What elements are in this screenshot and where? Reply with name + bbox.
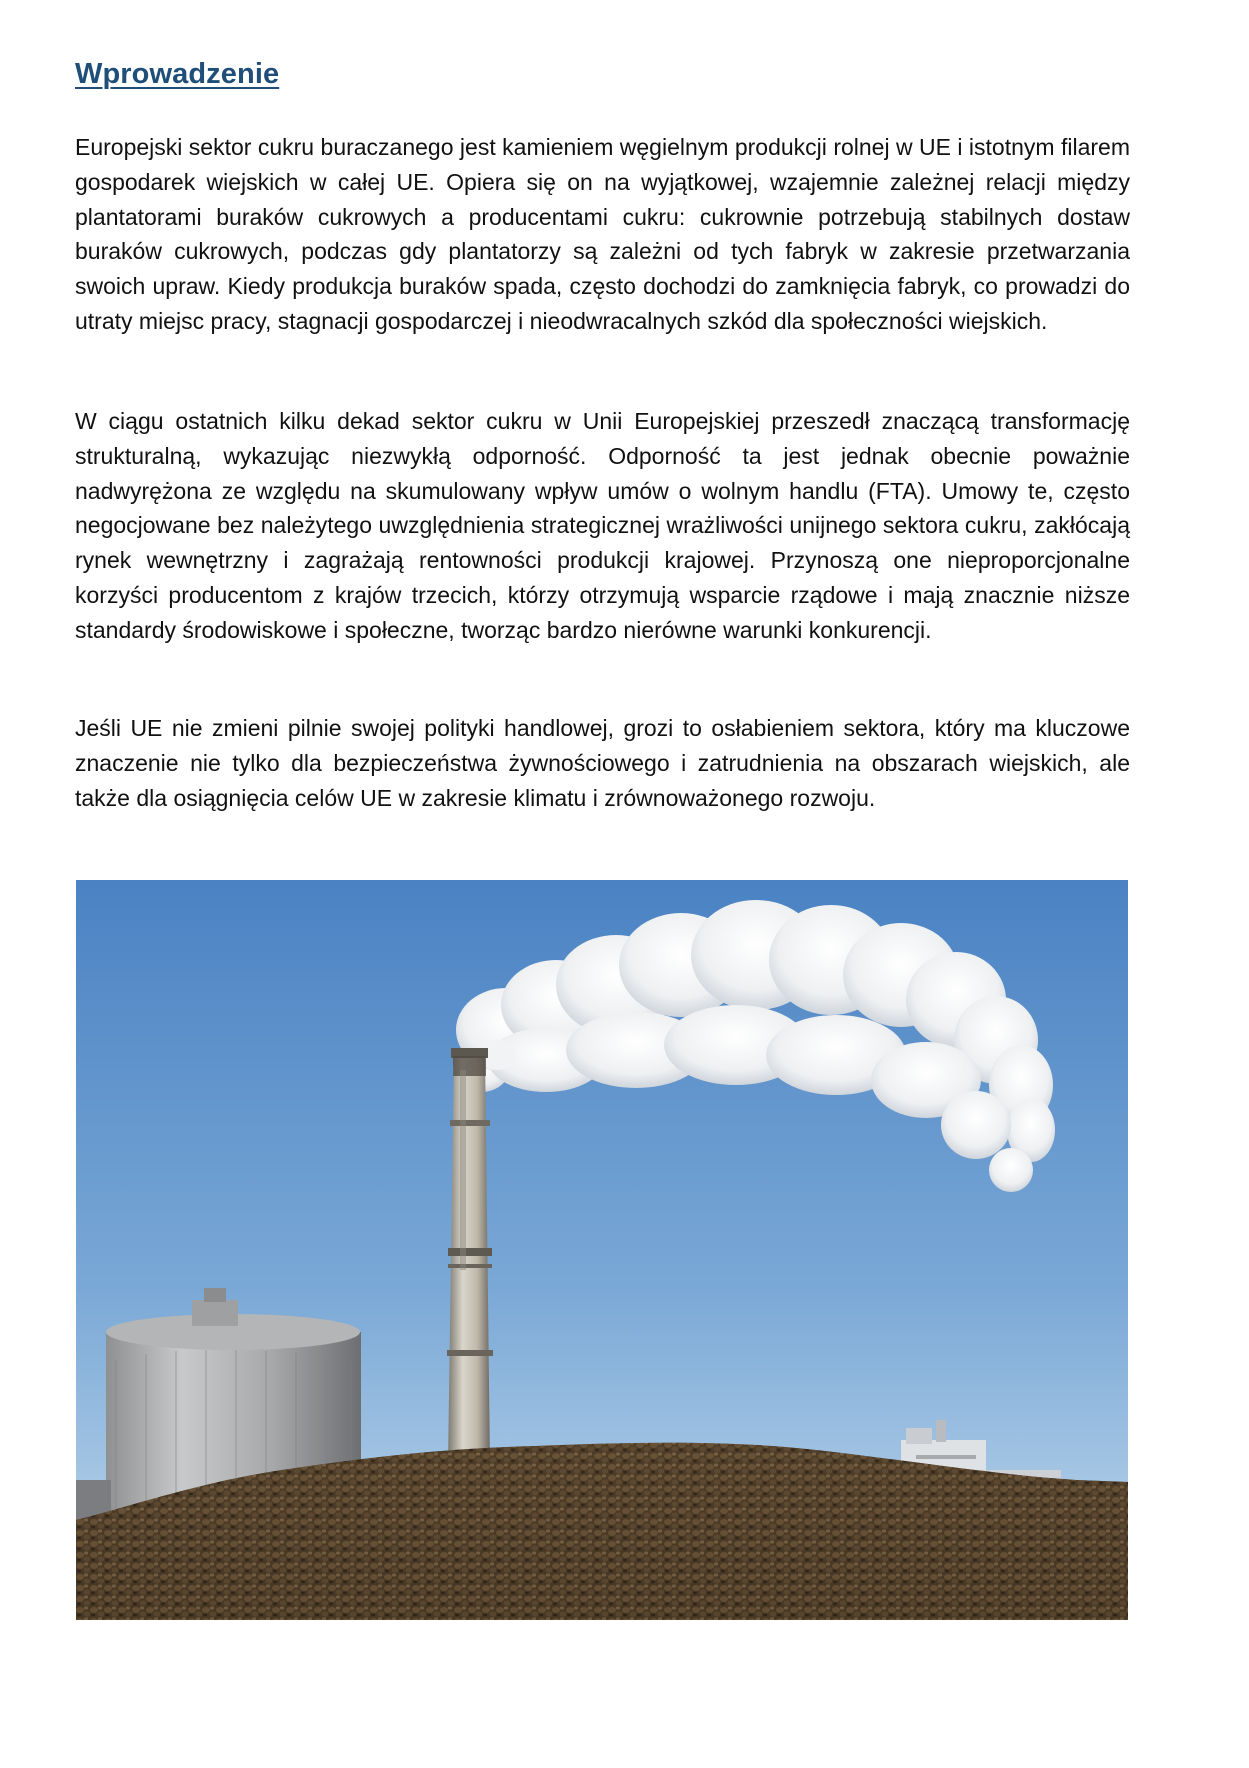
paragraph-intro: Europejski sektor cukru buraczanego jest kamieniem węgielnym produkcji rolnej w UE i istotnym filarem gospodarek wiejskich w całej UE. Opiera się on na wyjątkowej, wzajemnie zależnej relacji między plantatorami buraków cukrowych a producentami cukru: cukrownie potrzebują stabilnych dostaw buraków cukrowych, podczas gdy plantatorzy są zależni od tych fabryk w zakresie przetwarzania swoich upraw. Kiedy produkcja buraków spada, często dochodzi do zamknięcia fabryk, co prowadzi do utraty miejsc pracy, stagnacji gospodarczej i nieodwracalnych szkód dla społeczności wiejskich.: [75, 134, 1130, 334]
sugar-factory-photo: [76, 880, 1128, 1620]
paragraph-trade-policy: Jeśli UE nie zmieni pilnie swojej polityki handlowej, grozi to osłabieniem sektora, który ma kluczowe znaczenie nie tylko dla bezpieczeństwa żywnościowego i zatrudnienia na obszarach wiejskich, ale także dla osiągnięcia celów UE w zakresie klimatu i zrównoważonego rozwoju.: [75, 715, 1130, 811]
sugar-factory-illustration: [76, 880, 1128, 1620]
section-heading: Wprowadzenie: [75, 58, 280, 90]
paragraph-transformation: W ciągu ostatnich kilku dekad sektor cukru w Unii Europejskiej przeszedł znaczącą transformację strukturalną, wykazując niezwykłą odporność. Odporność ta jest jednak obecnie poważnie nadwyrężona ze względu na skumulowany wpływ umów o wolnym handlu (FTA). Umowy te, często negocjowane bez należytego uwzględnienia strategicznej wrażliwości unijnego sektora cukru, zakłócają rynek wewnętrzny i zagrażają rentowności produkcji krajowej. Przynoszą one nieproporcjonalne korzyści producentom z krajów trzecich, którzy otrzymują wsparcie rządowe i mają znacznie niższe standardy środowiskowe i społeczne, tworząc bardzo nierówne warunki konkurencji.: [75, 408, 1130, 643]
